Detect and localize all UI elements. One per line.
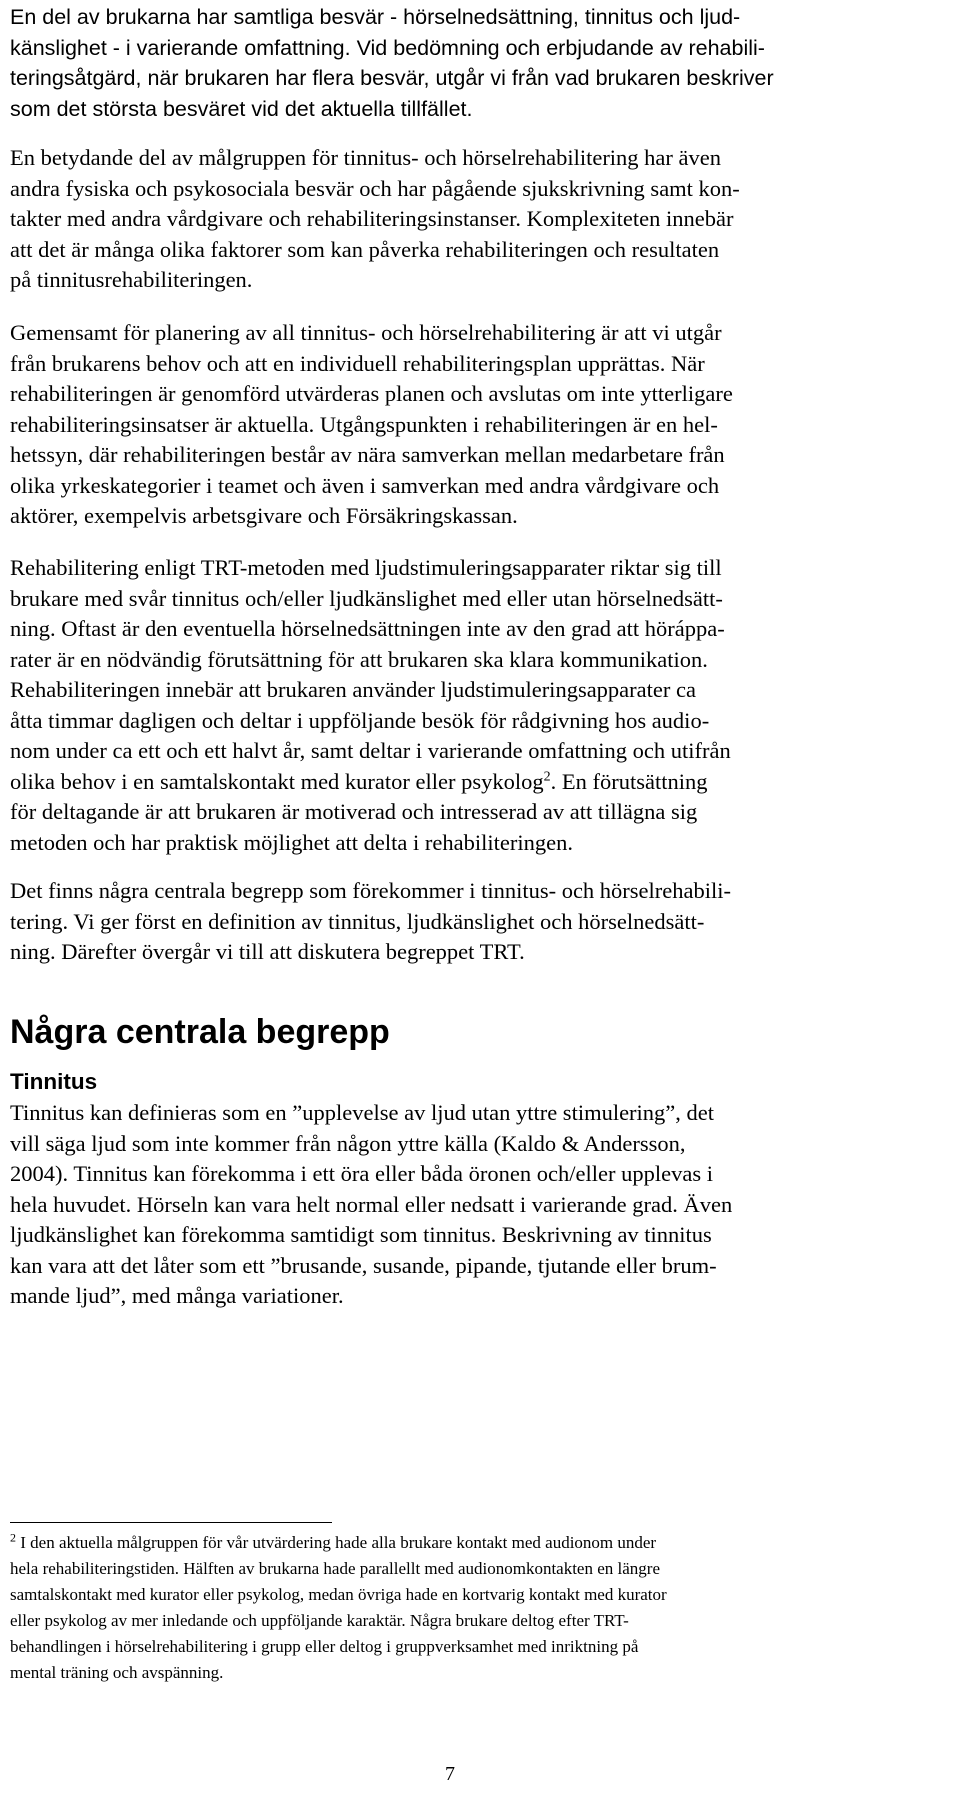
text-line: hetssyn, där rehabiliteringen består av nära samverkan mellan medarbetare från xyxy=(10,442,725,467)
paragraph-intro xyxy=(10,2,945,124)
paragraph-tinnitus-definition xyxy=(10,1098,945,1312)
footnote-line: mental träning och avspänning. xyxy=(10,1663,224,1682)
footnote-line: samtalskontakt med kurator eller psykolog, medan övriga hade en kortvarig kontakt med kurator xyxy=(10,1585,667,1604)
text-line: rehabiliteringen är genomförd utvärderas planen och avslutas om inte ytterligare xyxy=(10,381,733,406)
text-line: rehabiliteringsinsatser är aktuella. Utgångspunkten i rehabiliteringen är en hel- xyxy=(10,411,718,437)
text-line: Rehabilitering enligt TRT-metoden med ljudstimuleringsapparater riktar sig till xyxy=(10,555,722,580)
text-line: metoden och har praktisk möjlighet att delta i rehabiliteringen. xyxy=(10,829,573,855)
text-line: Gemensamt för planering av all tinnitus- och hörselrehabilitering är att vi utgår xyxy=(10,320,722,345)
text-line: som det största besväret vid det aktuella tillfället. xyxy=(10,96,473,121)
page-number: 7 xyxy=(445,1763,455,1785)
text-line: Rehabiliteringen innebär att brukaren använder ljudstimuleringsapparater ca xyxy=(10,677,696,702)
text-line: Det finns några centrala begrepp som förekommer i tinnitus- och hörselrehabili- xyxy=(10,878,732,903)
text-line-with-footnote-ref xyxy=(10,767,945,798)
text-line: ljudkänslighet kan förekomma samtidigt som tinnitus. Beskrivning av tinnitus xyxy=(10,1222,712,1247)
text-line: Tinnitus kan definieras som en ”upplevelse av ljud utan yttre stimulering”, det xyxy=(10,1100,715,1125)
text-line: En betydande del av målgruppen för tinnitus- och hörselrehabilitering har även xyxy=(10,145,722,170)
footnote-line: hela rehabiliteringstiden. Hälften av brukarna hade parallellt med audionomkontakten en längre xyxy=(10,1559,661,1578)
text-line: att det är många olika faktorer som kan påverka rehabiliteringen och resultaten xyxy=(10,236,720,262)
footnote-line: eller psykolog av mer inledande och uppföljande karaktär. Några brukare deltog efter TRT- xyxy=(10,1611,629,1630)
text-line: känslighet - i varierande omfattning. Vid bedömning och erbjudande av rehabili- xyxy=(10,35,765,60)
text-fragment: . En förutsättning xyxy=(550,768,708,794)
footnote-line xyxy=(10,1530,945,1556)
paragraph-target-group xyxy=(10,143,945,296)
text-line: ning. Därefter övergår vi till att diskutera begreppet TRT. xyxy=(10,939,525,964)
text-line: brukare med svår tinnitus och/eller ljudkänslighet med eller utan hörselnedsätt- xyxy=(10,585,723,611)
text-line: teringsåtgärd, när brukaren har flera besvär, utgår vi från vad brukaren beskriver xyxy=(10,66,774,90)
text-line: ning. Oftast är den eventuella hörselnedsättningen inte av den grad att höráppa- xyxy=(10,616,725,641)
section-heading: Några centrala begrepp xyxy=(10,1013,390,1051)
text-line: takter med andra vårdgivare och rehabiliteringsinstanser. Komplexiteten innebär xyxy=(10,206,734,231)
footnote xyxy=(10,1530,945,1686)
text-line: En del av brukarna har samtliga besvär - hörselnedsättning, tinnitus och ljud- xyxy=(10,5,741,29)
text-line: tering. Vi ger först en definition av tinnitus, ljudkänslighet och hörselnedsätt- xyxy=(10,908,705,934)
text-line: 2004). Tinnitus kan förekomma i ett öra eller båda öronen och/eller upplevas i xyxy=(10,1161,713,1186)
footnote-separator xyxy=(10,1522,332,1523)
text-line: för deltagande är att brukaren är motiverad och intresserad av att tillägna sig xyxy=(10,799,698,824)
footnote-marker: 2 xyxy=(10,1530,16,1545)
footnote-line: behandlingen i hörselrehabilitering i grupp eller deltog i gruppverksamhet med inriktning på xyxy=(10,1637,639,1656)
text-line: nom under ca ett och ett halvt år, samt deltar i varierande omfattning och utifrån xyxy=(10,738,731,763)
text-line: åtta timmar dagligen och deltar i uppföljande besök för rådgivning hos audio- xyxy=(10,707,710,733)
text-line: kan vara att det låter som ett ”brusande, susande, pipande, tjutande eller brum- xyxy=(10,1252,717,1278)
text-line: vill säga ljud som inte kommer från någon yttre källa (Kaldo & Andersson, xyxy=(10,1130,686,1156)
text-line: på tinnitusrehabiliteringen. xyxy=(10,267,253,292)
text-line: andra fysiska och psykosociala besvär och har pågående sjukskrivning samt kon- xyxy=(10,175,740,201)
text-line: aktörer, exempelvis arbetsgivare och Försäkringskassan. xyxy=(10,503,518,528)
paragraph-concepts-intro xyxy=(10,876,945,968)
text-line: mande ljud”, med många variationer. xyxy=(10,1283,344,1308)
text-line: olika yrkeskategorier i teamet och även i samverkan med andra vårdgivare och xyxy=(10,472,720,498)
text-line: hela huvudet. Hörseln kan vara helt normal eller nedsatt i varierande grad. Även xyxy=(10,1191,733,1217)
subsection-heading: Tinnitus xyxy=(10,1069,98,1094)
footnote-reference: 2 xyxy=(543,769,551,784)
text-line: från brukarens behov och att en individuell rehabiliteringsplan upprättas. När xyxy=(10,350,705,376)
paragraph-trt-method xyxy=(10,553,945,858)
text-line: rater är en nödvändig förutsättning för att brukaren ska klara kommunikation. xyxy=(10,646,708,672)
text-fragment: olika behov i en samtalskontakt med kurator eller psykolog xyxy=(10,768,544,794)
paragraph-planning xyxy=(10,318,945,532)
text-fragment: I den aktuella målgruppen för vår utvärdering hade alla brukare kontakt med audionom under xyxy=(16,1533,657,1552)
